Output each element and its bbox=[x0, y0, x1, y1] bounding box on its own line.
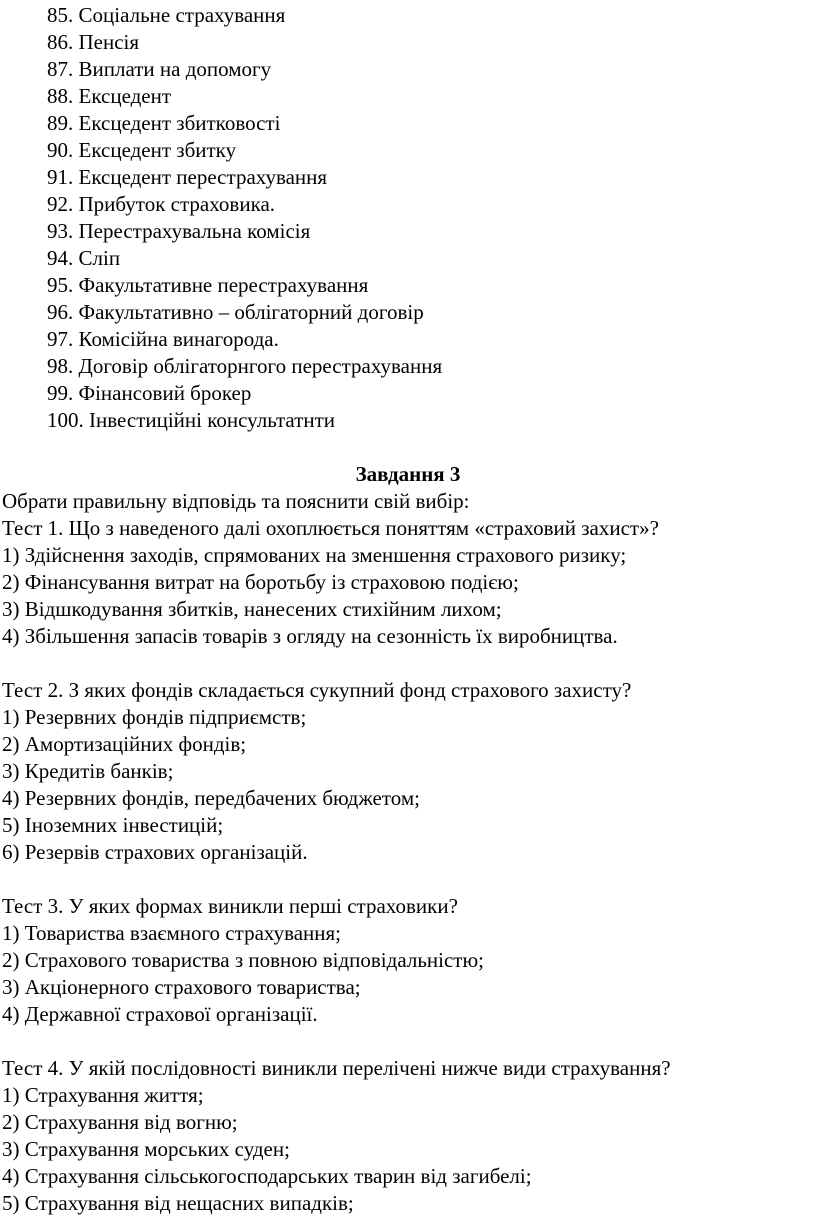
list-item: 90. Ексцедент збитку bbox=[47, 138, 237, 162]
list-item: 96. Факультативно – облігаторний договір bbox=[47, 300, 424, 324]
task-instruction: Обрати правильну відповідь та пояснити свій вибір: bbox=[2, 489, 470, 513]
test-option: 1) Товариства взаємного страхування; bbox=[2, 921, 342, 945]
test-option: 6) Резервів страхових організацій. bbox=[2, 840, 308, 864]
test-option: 4) Страхування сільськогосподарських тварин від загибелі; bbox=[2, 1164, 532, 1188]
list-item: 94. Сліп bbox=[47, 246, 121, 270]
test-question: Тест 1. Що з наведеного далі охоплюється поняттям «страховий захист»? bbox=[2, 516, 659, 540]
list-item: 100. Інвестиційні консультатнти bbox=[47, 408, 336, 432]
test-question: Тест 3. У яких формах виникли перші страховики? bbox=[2, 894, 458, 918]
test-option: 1) Резервних фондів підприємств; bbox=[2, 705, 307, 729]
list-item: 93. Перестрахувальна комісія bbox=[47, 219, 311, 243]
list-item: 88. Ексцедент bbox=[47, 84, 172, 108]
test-option: 5) Іноземних інвестицій; bbox=[2, 813, 224, 837]
test-option: 4) Державної страхової організації. bbox=[2, 1002, 318, 1026]
list-item: 89. Ексцедент збитковості bbox=[47, 111, 281, 135]
test-option: 3) Кредитів банків; bbox=[2, 759, 174, 783]
test-option: 2) Страхового товариства з повною відповідальністю; bbox=[2, 948, 484, 972]
test-option: 4) Резервних фондів, передбачених бюджетом; bbox=[2, 786, 420, 810]
test-option: 2) Амортизаційних фондів; bbox=[2, 732, 247, 756]
list-item: 91. Ексцедент перестрахування bbox=[47, 165, 328, 189]
test-option: 2) Фінансування витрат на боротьбу із страховою подією; bbox=[2, 570, 519, 594]
test-question: Тест 4. У якій послідовності виникли перелічені нижче види страхування? bbox=[2, 1056, 671, 1080]
list-item: 87. Виплати на допомогу bbox=[47, 57, 272, 81]
task-heading: Завдання 3 bbox=[355, 462, 461, 486]
list-item: 86. Пенсія bbox=[47, 30, 140, 54]
list-item: 92. Прибуток страховика. bbox=[47, 192, 276, 216]
list-item: 97. Комісійна винагорода. bbox=[47, 327, 279, 351]
test-option: 4) Збільшення запасів товарів з огляду на сезонність їх виробництва. bbox=[2, 624, 618, 648]
list-item: 85. Соціальне страхування bbox=[47, 3, 286, 27]
test-option: 2) Страхування від вогню; bbox=[2, 1110, 238, 1134]
test-option: 3) Страхування морських суден; bbox=[2, 1137, 290, 1161]
test-question: Тест 2. З яких фондів складається сукупний фонд страхового захисту? bbox=[2, 678, 632, 702]
test-option: 3) Акціонерного страхового товариства; bbox=[2, 975, 361, 999]
test-option: 1) Здійснення заходів, спрямованих на зменшення страхового ризику; bbox=[2, 543, 627, 567]
list-item: 95. Факультативне перестрахування bbox=[47, 273, 369, 297]
list-item: 99. Фінансовий брокер bbox=[47, 381, 252, 405]
test-option: 3) Відшкодування збитків, нанесених стихійним лихом; bbox=[2, 597, 502, 621]
test-option: 1) Страхування життя; bbox=[2, 1083, 204, 1107]
list-item: 98. Договір облігаторнгого перестрахування bbox=[47, 354, 443, 378]
test-option: 5) Страхування від нещасних випадків; bbox=[2, 1191, 354, 1215]
